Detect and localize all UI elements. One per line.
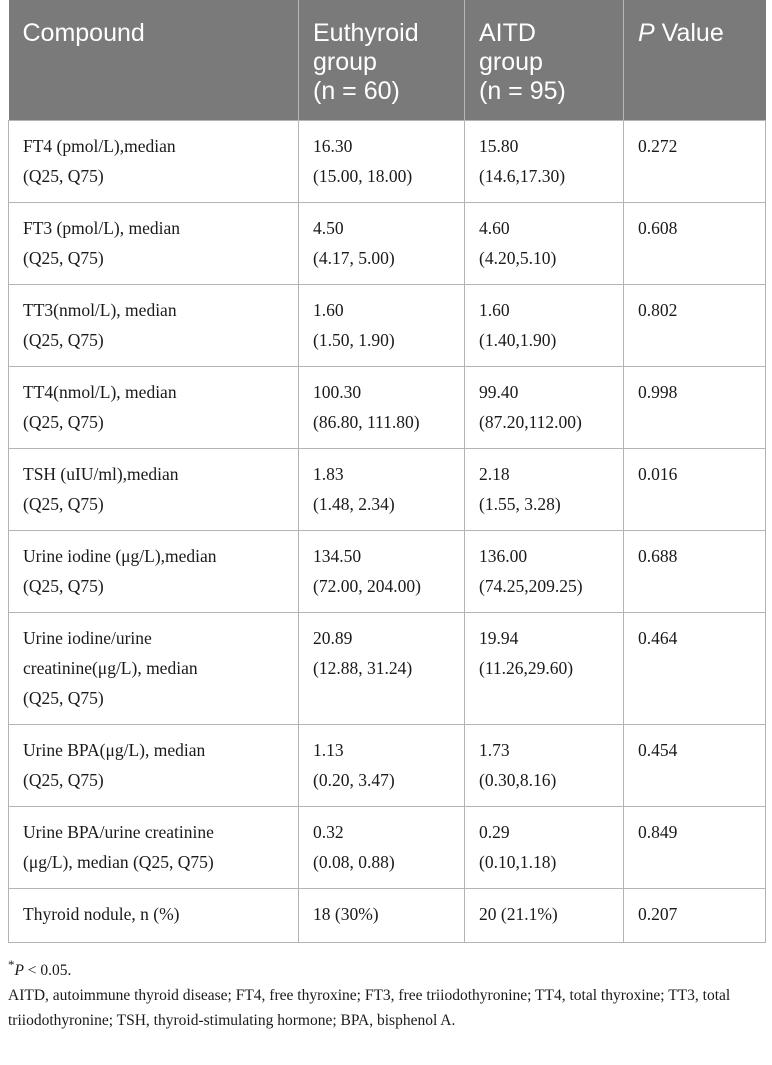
- cell-p-value-line: 0.608: [638, 218, 678, 238]
- cell-compound: [9, 203, 299, 285]
- cell-compound-line: (Q25, Q75): [23, 688, 104, 708]
- cell-euthyroid-line: 0.32: [313, 822, 344, 842]
- cell-p-value: [624, 807, 766, 889]
- cell-compound: [9, 449, 299, 531]
- cell-compound-line: TT4(nmol/L), median: [23, 382, 177, 402]
- table-row: [9, 367, 766, 449]
- cell-compound-line: (Q25, Q75): [23, 494, 104, 514]
- cell-euthyroid-line: 20.89: [313, 628, 353, 648]
- cell-p-value-line: 0.802: [638, 300, 678, 320]
- cell-p-value-line: 0.207: [638, 904, 678, 924]
- cell-compound-line: (Q25, Q75): [23, 248, 104, 268]
- cell-p-value-line: 0.272: [638, 136, 678, 156]
- cell-p-value: [624, 725, 766, 807]
- cell-aitd-line: 4.60: [479, 218, 510, 238]
- cell-euthyroid-line: (72.00, 204.00): [313, 576, 421, 596]
- cell-aitd-line: (4.20,5.10): [479, 248, 557, 268]
- cell-euthyroid: [299, 449, 465, 531]
- cell-aitd: [465, 367, 624, 449]
- cell-compound: [9, 121, 299, 203]
- cell-euthyroid-line: (15.00, 18.00): [313, 166, 413, 186]
- cell-compound-line: (Q25, Q75): [23, 330, 104, 350]
- cell-euthyroid-line: (86.80, 111.80): [313, 412, 420, 432]
- cell-aitd-line: (11.26,29.60): [479, 658, 574, 678]
- cell-euthyroid: [299, 203, 465, 285]
- cell-aitd-line: 136.00: [479, 546, 528, 566]
- cell-euthyroid-line: 16.30: [313, 136, 353, 156]
- table-row: [9, 889, 766, 943]
- cell-compound: [9, 531, 299, 613]
- cell-euthyroid-line: (0.08, 0.88): [313, 852, 395, 872]
- cell-p-value-line: 0.464: [638, 628, 678, 648]
- cell-aitd: [465, 531, 624, 613]
- cell-compound-line: (Q25, Q75): [23, 770, 104, 790]
- table-row: [9, 807, 766, 889]
- table-row: [9, 531, 766, 613]
- cell-aitd: [465, 889, 624, 943]
- cell-p-value: [624, 285, 766, 367]
- cell-compound-line: (μg/L), median (Q25, Q75): [23, 852, 214, 872]
- cell-p-value: [624, 531, 766, 613]
- cell-aitd-line: 19.94: [479, 628, 519, 648]
- cell-aitd: [465, 121, 624, 203]
- table-row: [9, 203, 766, 285]
- cell-p-value: [624, 203, 766, 285]
- cell-euthyroid-line: (1.50, 1.90): [313, 330, 395, 350]
- cell-euthyroid: [299, 531, 465, 613]
- table-row: [9, 285, 766, 367]
- cell-aitd: [465, 449, 624, 531]
- cell-euthyroid-line: 4.50: [313, 218, 344, 238]
- cell-compound-line: creatinine(μg/L), median: [23, 658, 198, 678]
- cell-aitd: [465, 613, 624, 725]
- cell-euthyroid: [299, 121, 465, 203]
- cell-euthyroid: [299, 613, 465, 725]
- cell-aitd-line: (0.30,8.16): [479, 770, 557, 790]
- cell-euthyroid-line: (12.88, 31.24): [313, 658, 413, 678]
- cell-euthyroid: [299, 285, 465, 367]
- cell-aitd-line: 2.18: [479, 464, 510, 484]
- cell-compound-line: FT4 (pmol/L),median: [23, 136, 176, 156]
- cell-aitd: [465, 285, 624, 367]
- cell-aitd-line: (74.25,209.25): [479, 576, 583, 596]
- cell-compound-line: (Q25, Q75): [23, 576, 104, 596]
- cell-p-value-line: 0.849: [638, 822, 678, 842]
- table-row: [9, 613, 766, 725]
- cell-aitd-line: (87.20,112.00): [479, 412, 582, 432]
- cell-compound-line: Urine BPA(μg/L), median: [23, 740, 206, 760]
- cell-compound: [9, 613, 299, 725]
- cell-aitd: [465, 203, 624, 285]
- cell-compound-line: (Q25, Q75): [23, 412, 104, 432]
- cell-p-value-line: 0.016: [638, 464, 678, 484]
- header-euthyroid: Euthyroid group (n = 60): [299, 0, 465, 121]
- cell-compound-line: Urine iodine/urine: [23, 628, 152, 648]
- cell-compound: [9, 725, 299, 807]
- cell-compound-line: Urine BPA/urine creatinine: [23, 822, 214, 842]
- cell-euthyroid-line: (1.48, 2.34): [313, 494, 395, 514]
- cell-euthyroid-line: 100.30: [313, 382, 362, 402]
- table-footnotes: [8, 952, 765, 1033]
- cell-aitd-line: (0.10,1.18): [479, 852, 557, 872]
- table-row: [9, 449, 766, 531]
- cell-euthyroid: [299, 367, 465, 449]
- cell-compound-line: TSH (uIU/ml),median: [23, 464, 179, 484]
- cell-p-value: [624, 121, 766, 203]
- cell-aitd: [465, 725, 624, 807]
- cell-compound-line: TT3(nmol/L), median: [23, 300, 177, 320]
- header-row: [9, 0, 766, 121]
- cell-euthyroid-line: 1.60: [313, 300, 344, 320]
- cell-euthyroid-line: 1.83: [313, 464, 344, 484]
- cell-compound-line: Thyroid nodule, n (%): [23, 904, 180, 924]
- cell-p-value: [624, 613, 766, 725]
- header-compound: Compound: [9, 0, 299, 121]
- cell-aitd-line: 15.80: [479, 136, 519, 156]
- cell-compound: [9, 807, 299, 889]
- cell-p-value: [624, 367, 766, 449]
- cell-aitd-line: 1.60: [479, 300, 510, 320]
- cell-euthyroid-line: 18 (30%): [313, 904, 379, 924]
- cell-aitd-line: 0.29: [479, 822, 510, 842]
- cell-aitd-line: (1.40,1.90): [479, 330, 557, 350]
- header-p-value: P Value: [624, 0, 766, 121]
- cell-p-value: [624, 889, 766, 943]
- cell-euthyroid-line: 134.50: [313, 546, 362, 566]
- cell-euthyroid-line: (4.17, 5.00): [313, 248, 395, 268]
- cell-euthyroid: [299, 889, 465, 943]
- cell-aitd-line: (1.55, 3.28): [479, 494, 561, 514]
- cell-compound-line: Urine iodine (μg/L),median: [23, 546, 217, 566]
- cell-compound-line: FT3 (pmol/L), median: [23, 218, 180, 238]
- cell-compound-line: (Q25, Q75): [23, 166, 104, 186]
- cell-compound: [9, 889, 299, 943]
- cell-aitd-line: 1.73: [479, 740, 510, 760]
- header-aitd: AITD group (n = 95): [465, 0, 624, 121]
- cell-p-value-line: 0.998: [638, 382, 678, 402]
- cell-euthyroid: [299, 807, 465, 889]
- cell-compound: [9, 367, 299, 449]
- cell-aitd-line: (14.6,17.30): [479, 166, 566, 186]
- cell-aitd: [465, 807, 624, 889]
- data-table: [8, 0, 766, 943]
- table-container: [8, 0, 765, 943]
- cell-aitd-line: 99.40: [479, 382, 519, 402]
- cell-p-value-line: 0.454: [638, 740, 678, 760]
- cell-p-value-line: 0.688: [638, 546, 678, 566]
- cell-euthyroid-line: (0.20, 3.47): [313, 770, 395, 790]
- cell-aitd-line: 20 (21.1%): [479, 904, 558, 924]
- cell-euthyroid-line: 1.13: [313, 740, 344, 760]
- table-row: [9, 725, 766, 807]
- cell-p-value: [624, 449, 766, 531]
- cell-euthyroid: [299, 725, 465, 807]
- significance-note: *P < 0.05.: [8, 957, 72, 980]
- abbreviations-note: AITD, autoimmune thyroid disease; FT4, free thyroxine; FT3, free triiodothyronine; TT4, total thyroxine; TT3, total triiodothyronine; TSH, thyroid-stimulating hormone; BPA, bisphenol A.: [8, 987, 731, 1030]
- table-row: [9, 121, 766, 203]
- cell-compound: [9, 285, 299, 367]
